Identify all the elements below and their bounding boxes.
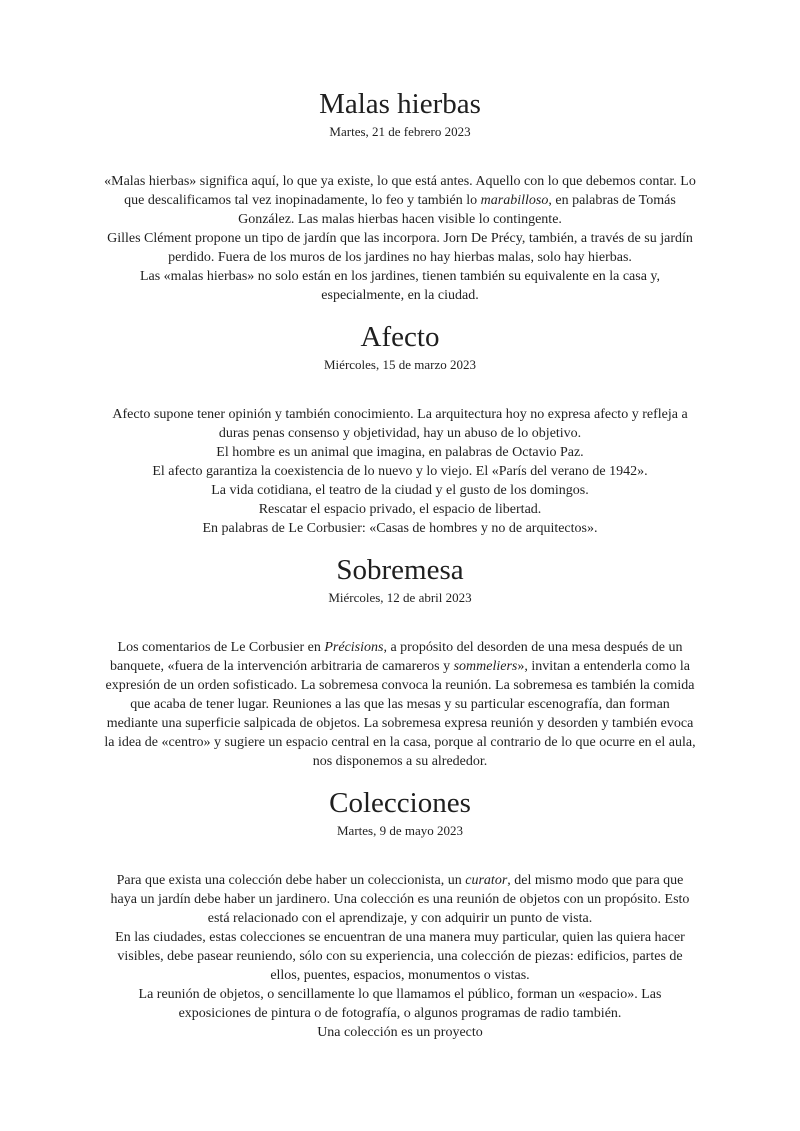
journal-entry-afecto [0,321,800,538]
entry-title: Afecto [360,321,440,353]
italic-term: marabilloso [480,193,549,208]
entry-paragraph: En palabras de Le Corbusier: «Casas de hombres y no de arquitectos». [202,521,598,536]
entry-paragraph: Gilles Clément propone un tipo de jardín que las incorpora. Jorn De Précy, también, a través de su jardín perdido. Fuera de los muros de los jardines no hay hierbas malas, solo hay hierbas. [107,231,693,265]
entry-paragraph: En las ciudades, estas colecciones se encuentran de una manera muy particular, quien las quiera hacer visibles, debe pasear reuniendo, sólo con su experiencia, una colección de piezas: edificios, partes de ellos, puentes, espacios, monumentos o vistas. [115,930,685,983]
italic-term: Précisions [324,640,384,655]
entry-title: Malas hierbas [319,88,481,120]
entry-title: Colecciones [329,787,471,819]
entry-paragraph: Los comentarios de Le Corbusier en Précisions, a propósito del desorden de una mesa después de un banquete, «fuera de la intervención arbitraria de camareros y sommeliers», invitan a entenderla como la expresión de un orden sofisticado. La sobremesa convoca la reunión. La sobremesa es también la comida que acaba de tener lugar. Reuniones a las que las mesas y su particular escenografía, dan forman mediante una superficie salpicada de objetos. La sobremesa expresa reunión y desorden y también evoca la idea de «centro» y sugiere un espacio central en la casa, porque al contrario de lo que ocurre en el aula, nos disponemos a su alrededor. [104,640,696,769]
italic-term: curator [465,873,508,888]
journal-entry-malas-hierbas [0,88,800,305]
entry-paragraph: «Malas hierbas» significa aquí, lo que ya existe, lo que está antes. Aquello con lo que debemos contar. Lo que descalificamos tal vez inopinadamente, lo feo y también lo marabilloso, en palabras de Tomás González. Las malas hierbas hacen visible lo contingente. [104,174,696,227]
entry-date: Martes, 21 de febrero 2023 [329,124,471,139]
entry-body [104,871,696,1042]
entry-paragraph: El hombre es un animal que imagina, en palabras de Octavio Paz. [216,445,584,460]
entry-body [104,172,696,305]
entry-paragraph: El afecto garantiza la coexistencia de lo nuevo y lo viejo. El «París del verano de 1942». [152,464,648,479]
entry-paragraph: Afecto supone tener opinión y también conocimiento. La arquitectura hoy no expresa afecto y refleja a duras penas consenso y objetividad, hay un abuso de lo objetivo. [112,407,688,441]
entry-paragraph: Rescatar el espacio privado, el espacio de libertad. [258,502,542,517]
entry-title: Sobremesa [336,554,464,586]
entry-paragraph: Una colección es un proyecto [317,1025,483,1040]
entry-body [104,638,696,771]
entry-paragraph: La vida cotidiana, el teatro de la ciudad y el gusto de los domingos. [211,483,589,498]
journal-entries [0,88,800,1042]
entry-paragraph: La reunión de objetos, o sencillamente lo que llamamos el público, forman un «espacio». Las exposiciones de pintura o de fotografía, o algunos programas de radio también. [138,987,662,1021]
italic-term: sommeliers [453,659,518,674]
entry-date: Martes, 9 de mayo 2023 [336,823,463,838]
entry-date: Miércoles, 15 de marzo 2023 [324,357,476,372]
entry-paragraph: Para que exista una colección debe haber un coleccionista, un curator, del mismo modo que para que haya un jardín debe haber un jardinero. Una colección es una reunión de objetos con un propósito. Esto está relacionado con el aprendizaje, y con adquirir un punto de vista. [110,873,690,926]
journal-entry-colecciones [0,787,800,1042]
entry-paragraph: Las «malas hierbas» no solo están en los jardines, tienen también su equivalente en la casa y, especialmente, en la ciudad. [139,269,661,303]
journal-entry-sobremesa [0,554,800,771]
entry-date: Miércoles, 12 de abril 2023 [328,590,472,605]
entry-body [104,405,696,538]
